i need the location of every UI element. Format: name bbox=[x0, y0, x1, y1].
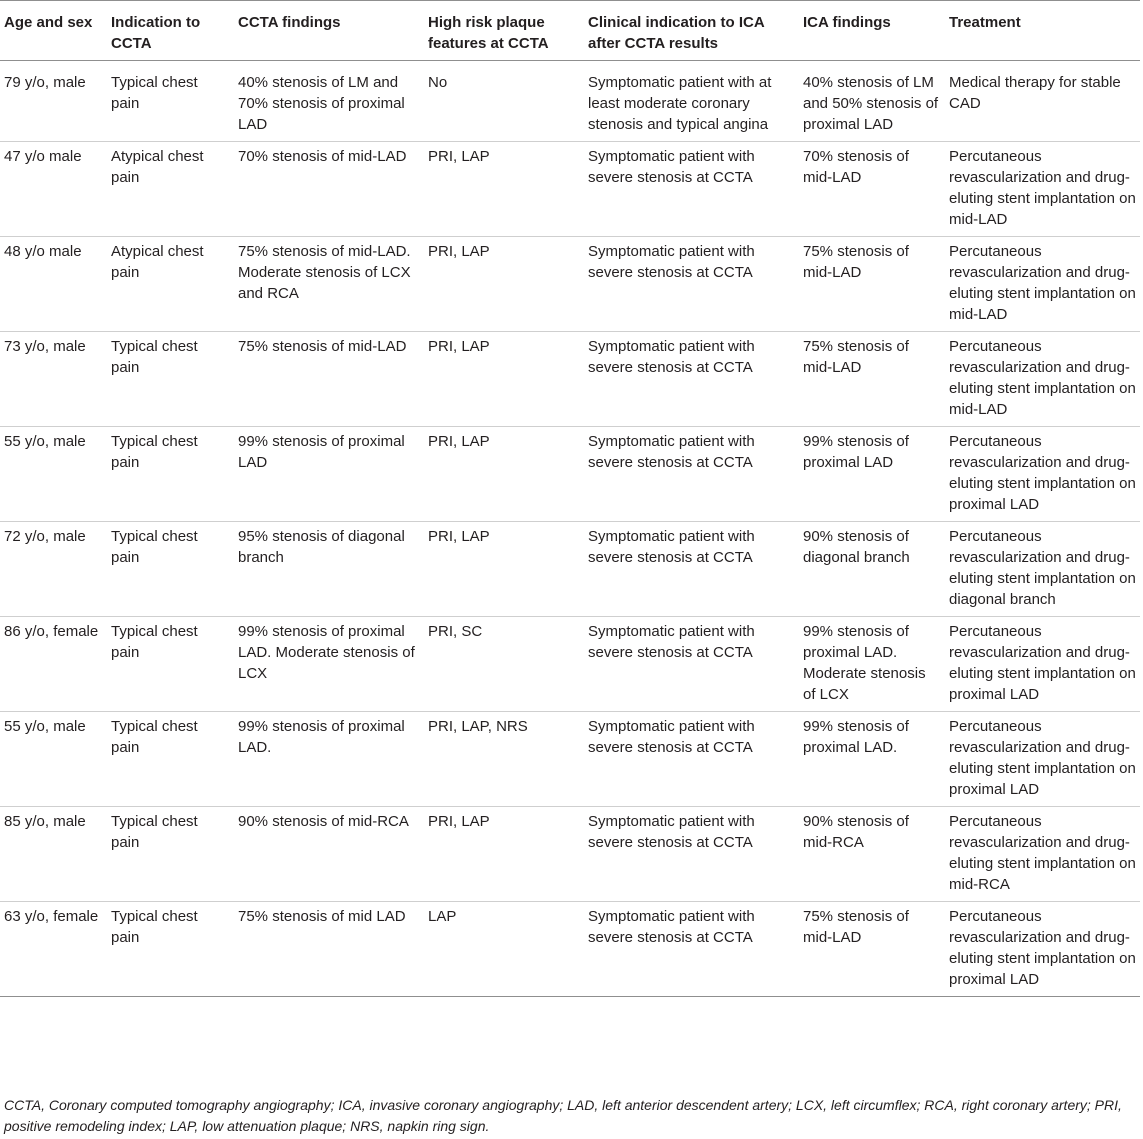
cell-clinical-indication: Symptomatic patient with severe stenosis at CCTA bbox=[584, 712, 799, 807]
cell-ica-findings: 75% stenosis of mid-LAD bbox=[799, 237, 945, 332]
cell-indication: Typical chest pain bbox=[107, 332, 234, 427]
cell-indication: Typical chest pain bbox=[107, 712, 234, 807]
cell-clinical-indication: Symptomatic patient with severe stenosis at CCTA bbox=[584, 332, 799, 427]
cell-age-sex: 63 y/o, female bbox=[0, 902, 107, 997]
cell-ccta-findings: 99% stenosis of proximal LAD. Moderate stenosis of LCX bbox=[234, 617, 424, 712]
cell-treatment: Percutaneous revascularization and drug-eluting stent implantation on mid-LAD bbox=[945, 332, 1140, 427]
cell-clinical-indication: Symptomatic patient with severe stenosis at CCTA bbox=[584, 237, 799, 332]
cell-age-sex: 55 y/o, male bbox=[0, 427, 107, 522]
table-row bbox=[0, 142, 1140, 237]
cell-clinical-indication: Symptomatic patient with at least moderate coronary stenosis and typical angina bbox=[584, 61, 799, 142]
table-body bbox=[0, 61, 1140, 997]
cell-ica-findings: 99% stenosis of proximal LAD. bbox=[799, 712, 945, 807]
table-row bbox=[0, 237, 1140, 332]
cell-ccta-findings: 95% stenosis of diagonal branch bbox=[234, 522, 424, 617]
cell-clinical-indication: Symptomatic patient with severe stenosis at CCTA bbox=[584, 427, 799, 522]
cell-age-sex: 55 y/o, male bbox=[0, 712, 107, 807]
cell-indication: Typical chest pain bbox=[107, 902, 234, 997]
cell-treatment: Percutaneous revascularization and drug-eluting stent implantation on mid-RCA bbox=[945, 807, 1140, 902]
header-treatment: Treatment bbox=[945, 1, 1140, 61]
cell-clinical-indication: Symptomatic patient with severe stenosis at CCTA bbox=[584, 522, 799, 617]
table-row bbox=[0, 332, 1140, 427]
cell-clinical-indication: Symptomatic patient with severe stenosis at CCTA bbox=[584, 902, 799, 997]
cell-age-sex: 79 y/o, male bbox=[0, 61, 107, 142]
cell-clinical-indication: Symptomatic patient with severe stenosis at CCTA bbox=[584, 617, 799, 712]
cell-treatment: Percutaneous revascularization and drug-eluting stent implantation on diagonal branch bbox=[945, 522, 1140, 617]
cell-ica-findings: 99% stenosis of proximal LAD. Moderate stenosis of LCX bbox=[799, 617, 945, 712]
cell-plaque-features: LAP bbox=[424, 902, 584, 997]
cell-ica-findings: 99% stenosis of proximal LAD bbox=[799, 427, 945, 522]
cell-ica-findings: 70% stenosis of mid-LAD bbox=[799, 142, 945, 237]
header-ccta-findings: CCTA findings bbox=[234, 1, 424, 61]
header-ica-findings: ICA findings bbox=[799, 1, 945, 61]
cell-ccta-findings: 70% stenosis of mid-LAD bbox=[234, 142, 424, 237]
cell-ica-findings: 90% stenosis of diagonal branch bbox=[799, 522, 945, 617]
cell-ica-findings: 40% stenosis of LM and 50% stenosis of proximal LAD bbox=[799, 61, 945, 142]
table-row bbox=[0, 427, 1140, 522]
cell-indication: Typical chest pain bbox=[107, 617, 234, 712]
cell-indication: Typical chest pain bbox=[107, 61, 234, 142]
table-row bbox=[0, 61, 1140, 142]
cell-indication: Typical chest pain bbox=[107, 522, 234, 617]
cell-ccta-findings: 75% stenosis of mid LAD bbox=[234, 902, 424, 997]
cell-plaque-features: No bbox=[424, 61, 584, 142]
cell-ccta-findings: 99% stenosis of proximal LAD. bbox=[234, 712, 424, 807]
table-row bbox=[0, 807, 1140, 902]
cell-ica-findings: 90% stenosis of mid-RCA bbox=[799, 807, 945, 902]
cell-treatment: Percutaneous revascularization and drug-eluting stent implantation on mid-LAD bbox=[945, 237, 1140, 332]
header-clinical-indication-ica: Clinical indication to ICA after CCTA results bbox=[584, 1, 799, 61]
cell-age-sex: 48 y/o male bbox=[0, 237, 107, 332]
header-high-risk-plaque: High risk plaque features at CCTA bbox=[424, 1, 584, 61]
cell-indication: Typical chest pain bbox=[107, 427, 234, 522]
cell-plaque-features: PRI, LAP bbox=[424, 427, 584, 522]
cell-plaque-features: PRI, LAP bbox=[424, 142, 584, 237]
cell-clinical-indication: Symptomatic patient with severe stenosis at CCTA bbox=[584, 807, 799, 902]
cell-ccta-findings: 99% stenosis of proximal LAD bbox=[234, 427, 424, 522]
cell-age-sex: 47 y/o male bbox=[0, 142, 107, 237]
cell-treatment: Medical therapy for stable CAD bbox=[945, 61, 1140, 142]
cell-indication: Typical chest pain bbox=[107, 807, 234, 902]
cell-age-sex: 86 y/o, female bbox=[0, 617, 107, 712]
cell-ccta-findings: 75% stenosis of mid-LAD bbox=[234, 332, 424, 427]
table-row bbox=[0, 617, 1140, 712]
header-row bbox=[0, 1, 1140, 61]
cell-age-sex: 85 y/o, male bbox=[0, 807, 107, 902]
cell-plaque-features: PRI, SC bbox=[424, 617, 584, 712]
cell-plaque-features: PRI, LAP bbox=[424, 332, 584, 427]
cell-treatment: Percutaneous revascularization and drug-eluting stent implantation on proximal LAD bbox=[945, 902, 1140, 997]
cell-treatment: Percutaneous revascularization and drug-eluting stent implantation on mid-LAD bbox=[945, 142, 1140, 237]
cell-ica-findings: 75% stenosis of mid-LAD bbox=[799, 332, 945, 427]
cell-indication: Atypical chest pain bbox=[107, 142, 234, 237]
cell-age-sex: 72 y/o, male bbox=[0, 522, 107, 617]
cell-plaque-features: PRI, LAP bbox=[424, 522, 584, 617]
cell-treatment: Percutaneous revascularization and drug-eluting stent implantation on proximal LAD bbox=[945, 427, 1140, 522]
table-header bbox=[0, 1, 1140, 61]
cell-ccta-findings: 75% stenosis of mid-LAD. Moderate stenosis of LCX and RCA bbox=[234, 237, 424, 332]
table-row bbox=[0, 902, 1140, 997]
cell-plaque-features: PRI, LAP bbox=[424, 237, 584, 332]
cell-clinical-indication: Symptomatic patient with severe stenosis at CCTA bbox=[584, 142, 799, 237]
header-age-sex: Age and sex bbox=[0, 1, 107, 61]
cell-treatment: Percutaneous revascularization and drug-eluting stent implantation on proximal LAD bbox=[945, 617, 1140, 712]
cell-plaque-features: PRI, LAP bbox=[424, 807, 584, 902]
cell-ica-findings: 75% stenosis of mid-LAD bbox=[799, 902, 945, 997]
cell-treatment: Percutaneous revascularization and drug-eluting stent implantation on proximal LAD bbox=[945, 712, 1140, 807]
table-row bbox=[0, 522, 1140, 617]
cell-ccta-findings: 90% stenosis of mid-RCA bbox=[234, 807, 424, 902]
table-footnote: CCTA, Coronary computed tomography angiography; ICA, invasive coronary angiography; LAD, left anterior descendent artery; LCX, left circumflex; RCA, right coronary artery; PRI, positive remodeling index; LAP, low attenuation plaque; NRS, napkin ring sign. bbox=[4, 1097, 1122, 1134]
cell-indication: Atypical chest pain bbox=[107, 237, 234, 332]
header-indication-ccta: Indication to CCTA bbox=[107, 1, 234, 61]
table-row bbox=[0, 712, 1140, 807]
cell-ccta-findings: 40% stenosis of LM and 70% stenosis of proximal LAD bbox=[234, 61, 424, 142]
cell-age-sex: 73 y/o, male bbox=[0, 332, 107, 427]
cell-plaque-features: PRI, LAP, NRS bbox=[424, 712, 584, 807]
